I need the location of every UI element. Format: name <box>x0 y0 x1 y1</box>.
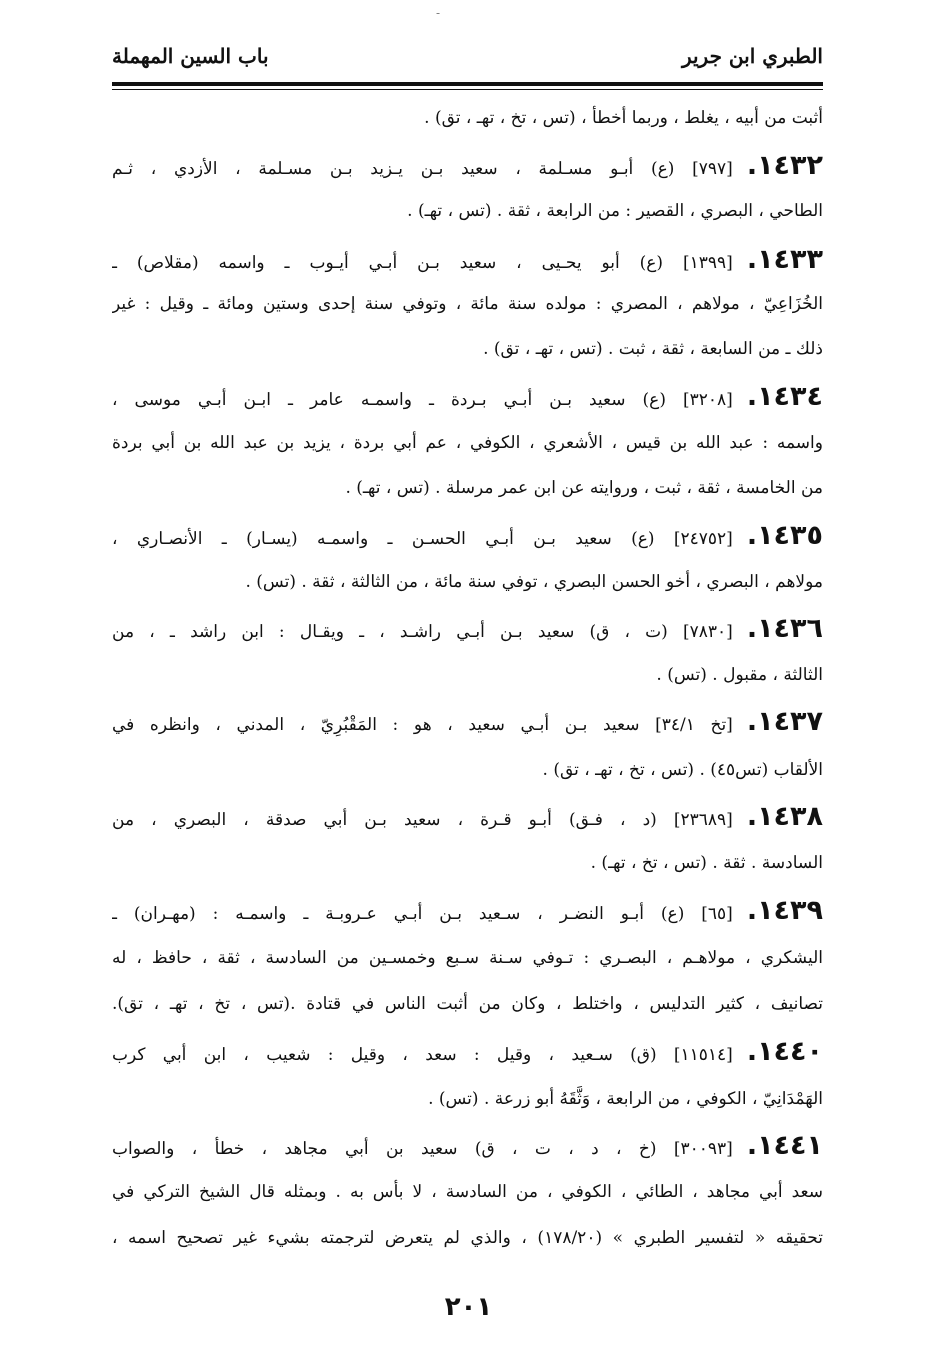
entry-first-line <box>112 1124 823 1168</box>
line-text: واسمه : عبد الله بن قيس ، الأشعري ، الكوفي ، عم أبي بردة ، يزيد بن عبد الله بن أبي بردة <box>112 433 823 453</box>
entry-first-line <box>112 144 823 188</box>
text-line <box>112 421 823 465</box>
text-line <box>112 282 823 326</box>
line-text: سعد أبي مجاهد ، الطائي ، الكوفي ، من السادسة ، لا بأس به . وبمثله قال الشيخ التركي في <box>112 1182 823 1202</box>
line-text: الألقاب (تس٤٥) . (تس ، تخ ، تهـ ، تق) . <box>542 760 823 780</box>
line-text: الخُزَاعِيّ ، مولاهم ، المصري : مولده سنة مائة ، وتوفي سنة إحدى وستين ومائة ـ وقيل : غير <box>112 294 823 314</box>
entry-number: ١٤٣٣. <box>746 244 823 275</box>
page-number: ٢٠١ <box>444 1292 493 1322</box>
line-text: [٢٤٧٥٢] (ع) سعيد بـن أبـي الحسـن ـ واسمـه (يسـار) ـ الأنصـاري ، <box>112 529 733 549</box>
line-text: [٦٥] (ع) أبـو النضـر ، سـعيد بـن أبـي عـروبـة ـ واسمـه : (مهـران) ـ <box>112 904 733 924</box>
header-rule-thin <box>112 89 823 90</box>
text-line <box>112 1077 823 1121</box>
line-text: تصانيف ، كثير التدليس ، واختلط ، وكان من أثبت الناس في قتادة .(تس ، تخ ، تهـ ، تق). <box>112 994 823 1014</box>
entry-number: ١٤٣٩. <box>746 895 823 926</box>
line-text: الهَمْدَانِيّ ، الكوفي ، من الرابعة ، وَثَّقَهُ أبو زرعة . (تس) . <box>428 1089 823 1109</box>
text-line <box>112 748 823 792</box>
running-head-left-title: باب السين المهملة <box>112 44 269 68</box>
entry-first-line <box>112 1030 823 1074</box>
entry-first-line <box>112 889 823 933</box>
entry-number: ١٤٤٠. <box>746 1036 823 1067</box>
text-line <box>112 982 823 1026</box>
line-text: [٢٣٦٨٩] (د ، فـق) أبـو قـرة ، سعيد بـن أبي صدقة ، البصري ، من <box>112 810 733 830</box>
header-rule-thick <box>112 82 823 86</box>
line-text: [٣٢٠٨] (ع) سعيد بـن أبـي بـردة ـ واسمـه عامر ـ ابـن أبـي موسى ، <box>112 390 733 410</box>
line-text: [١١٥١٤] (ق) سـعيد ، وقيل : سعد ، وقيل : شعيب ، ابن أبي كرب <box>112 1045 733 1065</box>
entry-number: ١٤٣٥. <box>746 520 823 551</box>
text-line <box>112 936 823 980</box>
text-line <box>112 560 823 604</box>
entry-first-line <box>112 238 823 282</box>
line-text: اليشكري ، مولاهـم ، البصـري : تـوفي سـنة سـبع وخمسـين من السادسة ، ثقة ، حافظ ، له <box>112 948 823 968</box>
entry-first-line <box>112 700 823 744</box>
line-text: [تخ ٣٤/١] سعيد بـن أبـي سعيد ، هو : المَقْبُرِيّ ، المدني ، وانظره في <box>112 715 733 735</box>
entry-first-line <box>112 607 823 651</box>
line-text: مولاهم ، البصري ، أخو الحسن البصري ، توفي سنة مائة ، من الثالثة ، ثقة . (تس) . <box>245 572 823 592</box>
entry-number: ١٤٣٧. <box>746 706 823 737</box>
line-text: أثبت من أبيه ، يغلط ، وربما أخطأ ، (تس ، تخ ، تهـ ، تق) . <box>424 108 823 128</box>
text-line <box>112 96 823 140</box>
entry-number: ١٤٣٤. <box>746 381 823 412</box>
line-text: الطاحي ، البصري ، القصير : من الرابعة ، ثقة . (تس ، تهـ) . <box>407 201 823 221</box>
entry-first-line <box>112 375 823 419</box>
text-line <box>112 653 823 697</box>
entry-number: ١٤٣٨. <box>746 801 823 832</box>
entry-first-line <box>112 514 823 558</box>
text-line <box>112 189 823 233</box>
line-text: [٧٨٣٠] (ت ، ق) سعيد بـن أبـي راشـد ، ـ ويقـال : ابن راشد ـ ، من <box>112 622 733 642</box>
text-line <box>112 327 823 371</box>
line-text: تحقيقه « لتفسير الطبري » (١٧٨/٢٠) ، والذي لم يتعرض لترجمته بشيء غير تصحيح اسمه ، <box>112 1228 823 1248</box>
running-head <box>112 38 823 74</box>
entry-number: ١٤٤١. <box>746 1130 823 1161</box>
corner-mark: - <box>436 6 441 20</box>
line-text: السادسة . ثقة . (تس ، تخ ، تهـ) . <box>590 853 823 873</box>
entry-first-line <box>112 795 823 839</box>
text-line <box>112 466 823 510</box>
entry-number: ١٤٣٢. <box>746 150 823 181</box>
line-text: [١٣٩٩] (ع) أبو يحـيى ، سعيد بـن أبـي أيـوب ـ واسمه (مقلاص) ـ <box>112 253 733 273</box>
text-line <box>112 1170 823 1214</box>
line-text: من الخامسة ، ثقة ، ثبت ، وروايته عن ابن عمر مرسلة . (تس ، تهـ) . <box>345 478 823 498</box>
text-line <box>112 1216 823 1260</box>
line-text: [٧٩٧] (ع) أبـو مسـلمة ، سعيد بـن يـزيد بـن مسـلمة ، الأزدي ، ثـم <box>112 159 733 179</box>
line-text: ذلك ـ من السابعة ، ثقة ، ثبت . (تس ، تهـ ، تق) . <box>483 339 823 359</box>
entry-number: ١٤٣٦. <box>746 613 823 644</box>
running-head-right-title: الطبري ابن جرير <box>681 44 823 68</box>
line-text: [٣٠٠٩٣] (خ ، د ، ت ، ق) سعيد بن أبي مجاهد ، خطأ ، والصواب <box>112 1139 733 1159</box>
text-line <box>112 841 823 885</box>
line-text: الثالثة ، مقبول . (تس) . <box>656 665 823 685</box>
